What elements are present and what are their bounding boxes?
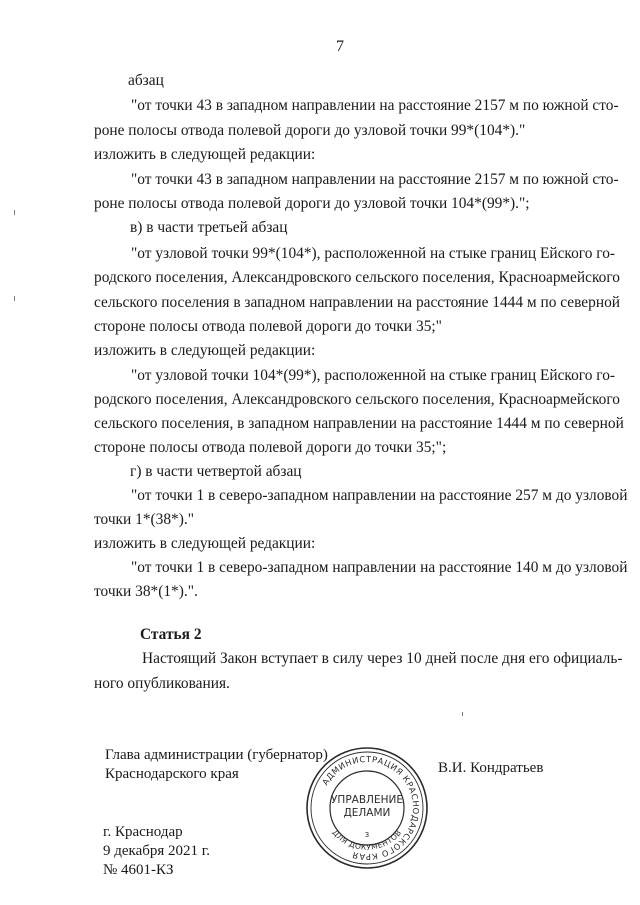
place-city: г. Краснодар — [103, 824, 183, 840]
article-heading: Статья 2 — [140, 626, 202, 643]
body-text-line: стороне полосы отвода полевой дороги до точки 35;" — [94, 318, 442, 335]
signatory-name: В.И. Кондратьев — [438, 760, 544, 776]
body-text-line: "от точки 1 в северо-западном направлении на расстояние 257 м до узловой — [131, 487, 628, 504]
body-text-line: сельского поселения, в западном направлении на расстояние 1444 м по северной — [94, 415, 624, 432]
scan-artifact — [14, 296, 15, 301]
seal-number: 3 — [364, 831, 370, 839]
body-text-line: абзац — [128, 72, 164, 89]
body-text-line: г) в части четвертой абзац — [130, 463, 302, 480]
body-text-line: роне полосы отвода полевой дороги до узловой точки 99*(104*)." — [94, 122, 526, 139]
scan-artifact — [462, 712, 463, 716]
body-text-line: "от точки 43 в западном направлении на расстояние 2157 м по южной сто- — [131, 171, 619, 188]
body-text-line: роне полосы отвода полевой дороги до узловой точки 104*(99*)."; — [94, 195, 530, 212]
scan-artifact — [14, 210, 15, 215]
body-text-line: стороне полосы отвода полевой дороги до точки 35;"; — [94, 439, 447, 456]
body-text-line: точки 1*(38*)." — [94, 511, 194, 528]
official-seal-stamp — [304, 745, 430, 871]
signatory-position-line2: Краснодарского края — [105, 766, 239, 782]
body-text-line: "от узловой точки 99*(104*), расположенной на стыке границ Ейского го- — [131, 245, 616, 262]
body-text-line: изложить в следующей редакции: — [94, 535, 316, 552]
body-text-line: изложить в следующей редакции: — [94, 146, 316, 163]
place-date: 9 декабря 2021 г. — [103, 843, 210, 859]
article-text-line: Настоящий Закон вступает в силу через 10 дней после дня его официаль- — [142, 650, 623, 667]
body-text-line: "от точки 43 в западном направлении на расстояние 2157 м по южной сто- — [131, 97, 619, 114]
body-text-line: "от точки 1 в северо-западном направлении на расстояние 140 м до узловой — [131, 559, 628, 576]
body-text-line: точки 38*(1*).". — [94, 583, 198, 600]
signatory-position-line1: Глава администрации (губернатор) — [105, 747, 328, 763]
body-text-line: в) в части третьей абзац — [130, 219, 288, 236]
body-text-line: родского поселения, Александровского сельского поселения, Красноармейского — [94, 269, 620, 286]
body-text-line: изложить в следующей редакции: — [94, 342, 316, 359]
seal-ring-text: АДМИНИСТРАЦИЯ КРАСНОДАРСКОГО КРАЯ — [319, 753, 422, 863]
article-text-line: ного опубликования. — [94, 675, 230, 692]
body-text-line: родского поселения, Александровского сельского поселения, Красноармейского — [94, 391, 620, 408]
seal-center-line2: ДЕЛАМИ — [343, 807, 391, 819]
law-number: № 4601-КЗ — [103, 862, 174, 878]
page-number: 7 — [336, 38, 344, 55]
seal-center-line1: УПРАВЛЕНИЕ — [331, 794, 403, 806]
seal-bottom-text: ДЛЯ ДОКУМЕНТОВ — [330, 827, 404, 852]
body-text-line: "от узловой точки 104*(99*), расположенной на стыке границ Ейского го- — [131, 367, 616, 384]
body-text-line: сельского поселения в западном направлении на расстояние 1444 м по северной — [94, 294, 621, 311]
